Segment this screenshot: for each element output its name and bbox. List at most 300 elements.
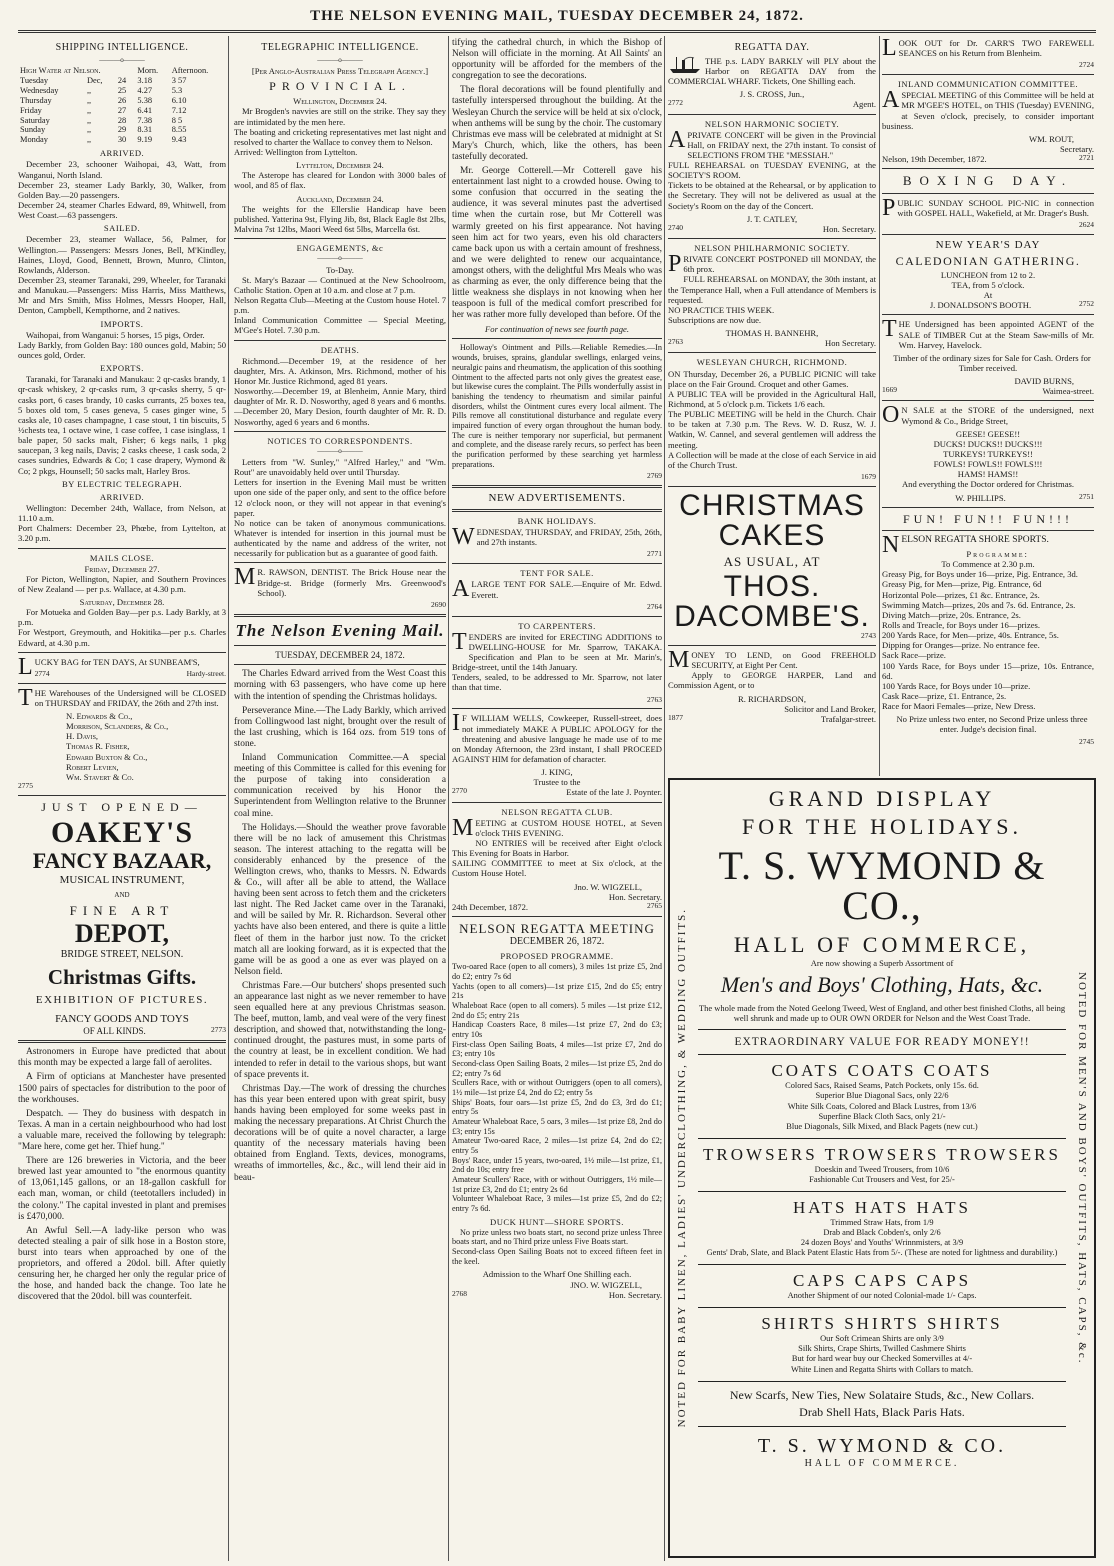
lyttelton-dateline: Lyttelton, December 24.	[296, 160, 384, 171]
ad-number: 1679	[861, 472, 876, 481]
ad-number: 2763	[647, 694, 662, 704]
regatta-day-heading: REGATTA DAY.	[734, 42, 810, 53]
philharmonic-text: PRIVATE CONCERT POSTPONED till MONDAY, the 6th prox. FULL REHEARSAL on MONDAY, the 30th instant, at the Temperance Hall, when a Full attendance of Members is requested. NO PRACTICE THIS WEEK. Subscriptions are now due.	[668, 251, 876, 326]
programme-heading: PROPOSED PROGRAMME.	[500, 951, 614, 962]
philharmonic-footer	[668, 338, 876, 348]
divider	[668, 486, 876, 487]
ad-number: 2745	[1079, 736, 1094, 746]
ad-number: 2775	[18, 781, 33, 791]
tide-cell: 30	[117, 135, 127, 145]
tide-cell: Tuesday	[20, 75, 49, 85]
bank-holidays-heading: BANK HOLIDAYS.	[517, 516, 597, 527]
electric-arrived-heading: ARRIVED.	[99, 491, 145, 502]
display-body	[698, 780, 1066, 1556]
telegraphic-heading: TELEGRAPHIC INTELLIGENCE.	[261, 42, 419, 53]
divider	[698, 1307, 1066, 1308]
right-vertical-band	[1072, 790, 1092, 1546]
ad-number: 2724	[1079, 60, 1094, 70]
divider	[882, 400, 1094, 401]
harmonic-heading: NELSON HARMONIC SOCIETY.	[704, 118, 840, 129]
signature: THOMAS H. BANNEHR,	[725, 328, 819, 339]
tide-cell: 26	[117, 95, 127, 105]
grand-display: GRAND DISPLAY	[768, 786, 996, 811]
telegraphic-agency: [Per Anglo-Australian Press Telegraph Agency.]	[251, 66, 429, 77]
and-text: AND	[114, 890, 130, 899]
money-footer	[668, 714, 876, 724]
showing-text: Are now showing a Superb Assortment of	[810, 958, 954, 968]
column-rule	[664, 36, 665, 1561]
tide-cell: Dec,	[86, 75, 103, 85]
breweries-para: There are 126 breweries in Victoria, and the beer brewed last year amounted to "the enormous quantity of 13,061,145 gallons, or an 18-gallon caskfull for each man, woman, or child (teetotallers included) in the colony." The capital invested in plant and premises is £470,000.	[18, 1156, 226, 1222]
wesleyan-heading: WESLEYAN CHURCH, RICHMOND.	[696, 357, 848, 368]
arrived-heading: ARRIVED.	[99, 148, 145, 159]
signature: Hon Secretary.	[825, 338, 876, 349]
column-2	[234, 38, 446, 1560]
left-vertical-text: NOTED FOR BABY LINEN, LADIES' UNDERCLOTHING, & WEDDING OUTFITS.	[676, 908, 688, 1428]
tide-cell: 8 5	[171, 115, 183, 125]
ad-number: 2769	[647, 471, 662, 481]
divider	[452, 802, 662, 803]
divider	[452, 485, 662, 488]
programme-label: Programme:	[966, 549, 1029, 559]
divider	[698, 1029, 1066, 1030]
signature: JNO. W. WIGZELL,	[570, 1279, 642, 1290]
sailed-heading: SAILED.	[103, 223, 141, 234]
wellington-dateline: Wellington, December 24.	[293, 96, 387, 107]
tide-cell: 9.19	[137, 135, 153, 145]
inland-footer	[882, 154, 1094, 164]
tide-cell: ,,	[86, 95, 92, 105]
poultry-line: FOWLS! FOWLS!! FOWLS!!!	[933, 459, 1043, 470]
regatta-day-text: THE p.s. LADY BARKLY will PLY about the Harbor on REGATTA DAY from the COMMERCIAL WHARF. Tickets, One Shilling each.	[668, 55, 876, 87]
harmonic-text: APRIVATE CONCERT will be given in the Provincial Hall, on FRIDAY next, the 27th instant. To consist of SELECTIONS FROM THE "MESSIAH." FULL REHEARSAL on TUESDAY EVENING, at the SOCIETY'S ROOM. Tickets to be obtained at the Rehearsal, or by application to the Secretary. They will not be delivered as usual at the Society's Room on the day of the Concert.	[668, 126, 876, 211]
tide-header	[18, 66, 226, 76]
signature: J. S. CROSS, Jun.,	[739, 89, 805, 100]
new-years-day: NEW YEAR'S DAY	[935, 238, 1041, 251]
admission-text: Admission to the Wharf One Shilling each.	[482, 1269, 632, 1280]
coats-list: Colored Sacs, Raised Seams, Patch Pockets, only 15s. 6d. Superior Blue Diagonal Sacs, only 22/6 White Silk Coats, Colored and Black Lustres, from 13/6 Superfine Black Cloth Sacs, only 21/- Blue Diagonals, Silk Mixed, and Black Pagets (new cut.)	[785, 1081, 979, 1131]
inland-text: ASPECIAL MEETING of this Committee will be held at MR M'GEE'S HOTEL, on THIS (Tuesday) EVENING, at Seven o'clock, precisely, to consider important business.	[882, 87, 1094, 131]
tide-row	[18, 76, 226, 86]
tide-row	[18, 135, 226, 145]
divider	[882, 507, 1094, 508]
carpenters-heading: TO CARPENTERS.	[518, 620, 596, 631]
tea: TEA, from 5 o'clock.	[951, 279, 1025, 290]
divider	[698, 1381, 1066, 1382]
duck-hunt-text: No prize unless two boats start, no second prize unless Three boats start, and no Third prize unless Five Boats start. Second-class Open Sailing Boats not to exceed fifteen feet in the keel.	[452, 1227, 662, 1266]
firm-name: N. Edwards & Co.,	[66, 711, 133, 722]
tide-cell: 6.41	[137, 105, 153, 115]
rawson-ad: MR. RAWSON, DENTIST. The Brick House near the Bridge-st. Bridge (formerly Mrs. Greenwood's School).	[234, 564, 446, 598]
signature: W. PHILLIPS.	[955, 492, 1006, 503]
notices-text: Letters from "W. Sunley," "Alfred Harley," and "Wm. Rout" are unavoidably held over until Thursday. Letters for insertion in the Evening Mail must be written upon one side of the paper only, and sent to the office before 12 o'clock noon, or they will not appear in that evening's paper. No notice can be taken of anonymous communications. Whatever is intended for insertion in this journal must be authenticated by the name and address of the writer, not necessarily for publication but as a guarantee of good faith.	[234, 457, 446, 559]
signature: Jno. W. WIGZELL,	[574, 881, 642, 892]
firm-name: Edward Buxton & Co.,	[66, 751, 148, 762]
divider	[452, 616, 662, 617]
divider	[668, 238, 876, 239]
divider	[698, 1426, 1066, 1427]
phillips-footer	[882, 493, 1094, 503]
christmas-cakes: CHRISTMAS CAKES	[679, 488, 865, 552]
wymond-display-ad	[668, 778, 1096, 1558]
imports-text: Waihopai, from Wanganui: 5 horses, 15 pigs, Order. Lady Barkly, from Golden Bay: 180 ounces gold, Mabin; 50 ounces gold, Order.	[18, 329, 226, 360]
divider	[234, 614, 446, 617]
tide-cell: ,,	[86, 85, 92, 95]
signature: Hon. Secretary.	[608, 891, 662, 902]
tide-cell: 5.3	[171, 85, 183, 95]
booth-name: J. DONALDSON'S BOOTH.	[929, 300, 1032, 311]
fancy-bazaar: FANCY BAZAAR,	[32, 848, 212, 874]
signature: Solicitor and Land Broker,	[784, 703, 876, 714]
just-opened: JUST OPENED—	[41, 799, 203, 814]
no-prize-text: No Prize unless two enter, no Second Prize unless three enter. Judge's decision final.	[896, 714, 1088, 735]
divider	[18, 683, 226, 684]
regatta-meeting-date: DECEMBER 26, 1872.	[509, 936, 605, 948]
tide-cell: 8.31	[137, 125, 153, 135]
divider	[698, 1138, 1066, 1139]
ad-number: 2772	[668, 98, 683, 108]
divider	[234, 664, 446, 665]
divider	[452, 338, 662, 339]
continued-para: tifying the cathedral church, in which the Bishop of Nelson will officiate in the morning. At All Saints' an opportunity will be afforded for the members of the congregation to see the decorations.	[452, 38, 662, 82]
ad-number: 2751	[1079, 491, 1094, 501]
date: Nelson, 19th December, 1872.	[882, 154, 987, 165]
trousers-heading: TROWSERS TROWSERS TROWSERS	[703, 1144, 1061, 1164]
new-ads-heading: NEW ADVERTISEMENTS.	[488, 492, 626, 505]
signature: J. KING,	[541, 767, 573, 778]
divider	[234, 431, 446, 432]
exhibition-pictures: EXHIBITION OF PICTURES.	[35, 993, 209, 1006]
tent-heading: TENT FOR SALE.	[520, 568, 594, 579]
tide-cell: 4.27	[137, 85, 153, 95]
drab-hats-line: Drab Shell Hats, Black Paris Hats.	[799, 1404, 965, 1419]
divider	[882, 74, 1094, 75]
ad-number: 2764	[647, 601, 662, 611]
ad-number: 1877	[668, 712, 683, 722]
holidays-para: The Holidays.—Should the weather prove favorable there will be no lack of amusement this Christmas season. The interest attaching to the regatta will be considerably enhanced by the presence of the Wellington crews, who, thanks to Messrs. N. Edwards & Co., will after all be able to attend, the Wallace having been sent across to fetch them and the cricketers last night. The Red Jacket came over in the Taranaki, and will be sailed by Mr. R. Richardson. Several other yachts have also been entered, and there is quite a little fleet of them in the harbor just now. To the cricket match all are looking forward, as it is expected that the game will be as good a one as ever was played on a Nelson field.	[234, 822, 446, 977]
ad-number: 1669	[882, 385, 897, 395]
masthead: THE NELSON EVENING MAIL, TUESDAY DECEMBER 24, 1872.	[310, 8, 804, 24]
notices-heading: NOTICES TO CORRESPONDENTS.	[267, 435, 413, 446]
regatta-day-ad	[668, 56, 876, 86]
wesleyan-text: ON Thursday, December 26, a PUBLIC PICNIC will take place on the Fair Ground. Croquet and other Games. A PUBLIC TEA will be provided in the Agricultural Hall, Richmond, at 5 o'clock p.m. Tickets 1/6 each. The PUBLIC MEETING will be held in the Church. Chair to be taken at 7.30 p.m. The Revs. W. D. Rusz, W. J. Watkin, W. Cannel, and several gentlemen will address the meeting. A Collection will be made at the close of each Service in aid of the Church Trust.	[668, 368, 876, 470]
tent-text: ALARGE TENT FOR SALE.—Enquire of Mr. Edwd. Everett.	[452, 576, 662, 603]
duck-hunt-heading: DUCK HUNT—SHORE SPORTS.	[490, 1216, 624, 1227]
divider	[234, 238, 446, 239]
signature: DAVID BURNS,	[1014, 376, 1074, 387]
picnic-ad: PUBLIC SUNDAY SCHOOL PIC-NIC in connection with GOSPEL HALL, Wakefield, at Mr. Drager's Bush.	[882, 194, 1094, 221]
as-usual: AS USUAL, AT	[723, 553, 821, 569]
christmas-day-para: Christmas Day.—The work of dressing the churches has this year been entered upon with great spirit, busy hands having been employed for some weeks past in making the necessary preparations. At Christ Church the decorations will be of quite a novel character, a large quantity of the necessary materials having been obtained from England. Texts, devices, monograms, wreaths of immortelles, &c., &c., will lend their aid in beau-	[234, 1083, 446, 1183]
shore-sports-heading: NELSON REGATTA SHORE SPORTS.	[882, 531, 1049, 558]
provincial-heading: PROVINCIAL.	[269, 79, 411, 94]
firm-name: H. Davis,	[66, 731, 99, 742]
hats-heading: HATS HATS HATS	[792, 1197, 972, 1217]
luncheon: LUNCHEON from 12 to 2.	[940, 269, 1036, 280]
awful-sell-para: An Awful Sell.—A lady-like person who was detected stealing a pair of silk hose in a Boston store, burst into tears when approached by one of the proprietors, and offered a 20dol. bill. After quietly censuring her, he charged her only the regular price of the hose, and handed back the change. Too late he discovered that the 20dol. bill was counterfeit.	[18, 1225, 226, 1303]
sports-list: Greasy Pig, for Boys under 16—prize, Pig. Entrance, 3d. Greasy Pig, for Men—prize, Pig. Entrance, 6d Horizontal Pole—prizes, £1 &c. Entrance, 2s. Swimming Match—prizes, 20s and 7s. 6d. Entrance, 2s. Diving Match—prize, 20s. Entrance, 2s. Rolls and Treacle, for Boys under 16—prizes. 200 Yards Race, for Men—prize, 40s. Entrance, 5s. Dipping for Oranges—prize. No entrance fee. Sack Race—prize. 100 Yards Race, for Boys under 15—prize, 10s. Entrance, 6d. 100 Yards Race, for Boys under 10—prize. Cask Race—prize, £1. Entrance, 2s. Race for Maori Females—prize, New Dress.	[882, 569, 1094, 712]
ad-number: 2763	[668, 337, 683, 347]
ad-number: 2770	[452, 786, 467, 796]
shirts-list: Our Soft Crimean Shirts are only 3/9 Silk Shirts, Crape Shirts, Twilled Cashmere Shirts But for hard wear buy our Checked Somervilles at 4/- White Linen and Regatta Shirts with Collars to match.	[790, 1334, 974, 1374]
holloway-ad: Holloway's Ointment and Pills.—Reliable Remedies.—In wounds, bruises, sprains, glandular swellings, enlarged veins, neuralgic pains and rheumatism, the application of this soothing Ointment to the affected parts not only gives the greatest ease, but likewise cures the complaint. The Pills wonderfully assist in banishing the tendency to rheumatism and similar painful disorders, whilst the Ointment cures every local ailment. The Pills remove all constitutional disturbance and regulate every impaired function of every organ throughout the human body. The cure is neither temporary nor superficial, but permanent and complete, and the disease rarely recurs, so perfect has been the purification performed by these searching yet harmless preparations.	[452, 343, 662, 469]
divider	[18, 548, 226, 549]
extraordinary-value: EXTRAORDINARY VALUE FOR READY MONEY!!	[734, 1036, 1030, 1049]
tide-cell: 3.18	[137, 75, 153, 85]
bridge-street: BRIDGE STREET, NELSON.	[60, 949, 184, 961]
divider: ———o———	[317, 55, 363, 64]
wellington-text: Mr Brogden's navvies are still on the strike. They say they are intimidated by the men here. The boating and cricketing representatives met last night and resolved to charter the Wallace to convey them to Nelson. Arrived: Wellington from Lyttelton.	[234, 106, 446, 158]
divider	[698, 1054, 1066, 1055]
caps-heading: CAPS CAPS CAPS	[792, 1271, 972, 1291]
for-the-holidays: FOR THE HOLIDAYS.	[741, 814, 1023, 839]
whole-made-text: The whole made from the Noted Geelong Tweed, West of England, and other best finished Cloths, all being well shrunk and made up to OUR OWN ORDER for Nelson and the West Coast Trade.	[698, 1003, 1066, 1024]
lucky-bag-footer	[35, 670, 226, 679]
divider	[882, 530, 1094, 531]
signature: Hon. Secretary.	[608, 1289, 662, 1300]
ad-number: 2690	[431, 599, 446, 609]
inland-para: Inland Communication Committee.—A special meeting of this Committee is called for this evening for the purpose of taking into consideration a communication received by his Honor the Superintendent from Wellington relative to the Brunner coal mine.	[234, 753, 446, 819]
nameplate: The Nelson Evening Mail.	[235, 620, 445, 640]
wells-notice: IF WILLIAM WELLS, Cowkeeper, Russell-street, does not immediately MAKE A PUBLIC APOLOGY for the threatening and abusive language he made use of to me on Monday Afternoon, the 23rd instant, I shall PROCEED AGAINST HIM for defamation of character.	[452, 710, 662, 764]
divider: ———o———	[99, 55, 145, 64]
caps-text: Another Shipment of our noted Colonial-made 1/- Caps.	[787, 1291, 977, 1301]
divider	[234, 645, 446, 646]
tide-cell: 28	[117, 115, 127, 125]
electric-text: Wellington: December 24th, Wallace, from Nelson, at 11.10 a.m. Port Chalmers: December 23, Phœbe, from Lyttelton, at 3.20 p.m.	[18, 502, 226, 544]
auckland-text: The weights for the Ellerslie Handicap have been published. Yatterina 9st, Flying Jib, 8st, Black Eagle 8st 2lbs, Malvina 7st 12lbs, Maori Weed 6st 5lbs, Marcella 6st.	[234, 203, 446, 235]
fancy-goods: FANCY GOODS AND TOYS	[55, 1012, 189, 1025]
signature: Hon. Secretary.	[822, 223, 876, 234]
arrived-text: December 23, schooner Waihopai, 43, Watt, from Wanganui, North Island. December 23, steamer Lady Barkly, 30, Walker, from Golden Bay.—20 passengers. December 24, steamer Charles Edward, 89, Whitwell, from West Coast.—63 passengers.	[18, 159, 226, 221]
astronomers-para: Astronomers in Europe have predicted that about this month may be expected a large fall of aerolites.	[18, 1047, 226, 1069]
scarfs-line: New Scarfs, New Ties, New Solataire Studs, &c., New Collars.	[729, 1387, 1035, 1402]
bank-holidays-text: WEDNESDAY, THURSDAY, and FRIDAY, 25th, 26th, and 27th instants.	[452, 524, 662, 551]
shirts-heading: SHIRTS SHIRTS SHIRTS	[761, 1314, 1003, 1334]
despatch-para: Despatch. — They do business with despatch in Texas. A man in a certain neighbourhood who had lost a valuable mare, received the following by telegraph: "Mare here, come get her. Thief hung."	[18, 1108, 226, 1153]
divider	[18, 652, 226, 653]
divider	[882, 193, 1094, 194]
tide-cell: Friday	[20, 105, 42, 115]
wymond-name: T. S. WYMOND & CO.,	[718, 843, 1046, 928]
divider	[882, 314, 1094, 315]
tide-row	[18, 96, 226, 106]
oakey-title: OAKEY'S	[50, 816, 194, 850]
deaths-heading: DEATHS.	[320, 344, 360, 355]
sailed-text: December 23, steamer Wallace, 56, Palmer, for Wellington.— Passengers: Messrs Jones, Bell, M'Kindley, Haines, Lloyd, Good, Bennett, Brown, Munro, Clinton, Rowlands, Alderson. December 23, steamer Taranaki, 299, Wheeler, for Taranaki and Manukau.—Passengers: Miss Harris, Miss Matthews, Mr and Mrs Smith, Miss Holmes, Messrs Hooper, Hall, Denton, Campbell, Kempthorne, and 2 natives.	[18, 234, 226, 316]
tide-cell: ,,	[86, 115, 92, 125]
tide-header-cell: Afternoon.	[171, 66, 209, 76]
ad-number: 2773	[211, 1024, 226, 1034]
tide-cell: Sunday	[20, 125, 46, 135]
ad-address: Hardy-street.	[186, 668, 226, 678]
everything-text: And everything the Doctor ordered for Christmas.	[901, 479, 1075, 490]
signature: Trustee to the	[533, 777, 581, 788]
tide-cell: ,,	[86, 105, 92, 115]
divider	[698, 1264, 1066, 1265]
tide-cell: 7.38	[137, 115, 153, 125]
divider	[882, 168, 1094, 169]
engagements-text: St. Mary's Bazaar — Continued at the New Schoolroom, Catholic Station. Open at 10 a.m. and close at 7 p.m. Nelson Regatta Club—Meeting at the Custom house Hotel. 7 p.m. Inland Communication Committee — Special Meeting, M'Gee's Hotel. 7.30 p.m.	[234, 274, 446, 336]
wells-footer	[452, 787, 662, 797]
divider	[452, 509, 662, 512]
column-rule	[448, 36, 449, 1561]
ad-number: 2752	[1079, 299, 1094, 309]
all-kinds: OF ALL KINDS.	[83, 1025, 146, 1036]
tide-row	[18, 116, 226, 126]
commence-text: To Commence at 2.30 p.m.	[941, 559, 1035, 570]
tide-cell: 25	[117, 85, 127, 95]
tide-cell: 5.38	[137, 95, 153, 105]
money-to-lend: MONEY TO LEND, on Good FREEHOLD SECURITY, at Eight Per Cent. Apply to GEORGE HARPER, Land and Commission Agent, or to	[668, 647, 876, 691]
timber-text: Timber of the ordinary sizes for Sale for Cash. Orders for Timber received.	[893, 352, 1091, 373]
tide-cell: 27	[117, 105, 127, 115]
cotterell-para: Mr. George Cotterell.—Mr Cotterell gave his entertainment last night to a crowded house. Owing to some confusion that occurred in the seating the audience, it was several minutes past the advertised time when the curtain rose, but Mr Cotterell was warmly greeted on his first appearance. Not having seen him act for two years, even his old characters came back upon us with a certain amount of freshness, and we were delighted to renew our acquaintance, amongst others, with the delightful Mrs Meals who was as charming as ever, the only difference being that the little weakness she displays in not knowing when her teaspoon is full of the medical comfort prescribed for her was rather more fully developed than before. Of the	[452, 166, 662, 321]
hats-list: Trimmed Straw Hats, from 1/9 Drab and Black Cobden's, only 2/6 24 dozen Boys' and Youths' Wrinnmisters, at 3/9 Gents' Drab, Slate, and Black Patent Elastic Hats from 5/-. (These are noted for lightness and durability.)	[706, 1217, 1058, 1258]
footer-name: T. S. WYMOND & CO.	[757, 1434, 1007, 1457]
timber-agent-ad: THE Undersigned has been appointed AGENT of the SALE of TIMBER Cut at the Steam Saw-mills of Mr. Wm. Harvey, Havelock.	[882, 316, 1094, 350]
tide-cell: 8.55	[171, 125, 187, 135]
at-text: At	[983, 290, 993, 301]
divider	[668, 352, 876, 353]
masthead-rule	[18, 30, 1096, 33]
tide-cell: Monday	[20, 135, 48, 145]
ad-number: 2771	[647, 549, 662, 559]
regatta-club-footer	[452, 902, 662, 912]
tide-row	[18, 125, 226, 135]
tide-row	[18, 86, 226, 96]
signature: Agent.	[852, 99, 876, 110]
opticians-para: A Firm of opticians at Manchester have presented 1500 pairs of spectacles for distribution to the poor of the workhouses.	[18, 1072, 226, 1105]
firm-name: Robert Levien,	[66, 761, 119, 772]
coats-heading: COATS COATS COATS	[771, 1061, 993, 1081]
divider	[452, 708, 662, 709]
harmonic-footer	[668, 224, 876, 234]
divider: ———o———	[317, 446, 363, 455]
depot-title: DEPOT,	[74, 918, 170, 948]
ad-number: 2774	[34, 668, 50, 678]
engagements-heading: ENGAGEMENTS, &c	[296, 243, 384, 254]
philharmonic-heading: NELSON PHILHARMONIC SOCIETY.	[694, 243, 850, 254]
column-4	[668, 38, 876, 870]
exports-text: Taranaki, for Taranaki and Manukau: 2 qr-casks brandy, 1 qr-cask whiskey, 2 qr-casks rum, 3 qr-casks sherry, 5 qr-casks port, 6 cases brandy, 10 casks currants, 25 boxes tea, 5 boxes old tom, 5 cases geneva, 5 cases ginger wine, 5 casks ale, 10 cases champagne, 1 case stout, 1 tin biscuits, 5 ½chests tea, 1 octave wine, 1 case coffee, 1 case isinglass, 1 bale paper, 50 sacks malt, Fisher; 6 kegs nails, 1 pkg saucepan, 3 keg nails, Davis; 2 casks cheese, 1 cask soda, 2 cases sundries, Edwards & Co; 1 case drapery, Wymond & Co; 2 pkgs, Hounsell; 50 sacks malt, Harley Bros.	[18, 374, 226, 476]
divider	[452, 916, 662, 917]
signature: Secretary.	[1059, 143, 1094, 154]
firm-name: Wm. Stavert & Co.	[66, 771, 134, 782]
tide-cell: 29	[117, 125, 127, 135]
footer-hall: HALL OF COMMERCE.	[804, 1457, 960, 1469]
regatta-club-heading: NELSON REGATTA CLUB.	[501, 806, 613, 817]
electric-heading: BY ELECTRIC TELEGRAPH.	[61, 478, 183, 489]
regatta-day-footer	[668, 99, 876, 109]
date: 24th December, 1872.	[452, 901, 529, 912]
firm-list	[18, 711, 226, 782]
firm-name: Thomas R. Fisher,	[66, 741, 130, 752]
signature: Estate of the late J. Poynter.	[566, 787, 662, 798]
firm-name: Morrison, Sclanders, & Co.,	[66, 721, 169, 732]
ad-number: 2721	[1079, 153, 1094, 163]
tide-cell: 7.12	[171, 105, 187, 115]
fine-art: FINE ART	[69, 903, 175, 919]
signature: Trafalgar-street.	[820, 713, 876, 724]
ad-number: 2740	[668, 222, 683, 232]
perseverance-para: Perseverance Mine.—The Lady Barkly, which arrived from Collingwood last night, brought over the result of the last crushing, which is 164 ozs. from 519 tons of stone.	[234, 705, 446, 749]
charles-edward-para: The Charles Edward arrived from the West Coast this morning with 63 passengers, who have come up here with the intention of spending the Christmas holidays.	[234, 669, 446, 702]
hall-of-commerce: HALL OF COMMERCE,	[733, 932, 1031, 957]
mails-text-1: For Picton, Wellington, Napier, and Southern Provinces of New Zealand — per p.s. Wallace, at 4.30 p.m.	[18, 573, 226, 594]
divider	[18, 1040, 226, 1043]
mails-text-2: For Motueka and Golden Bay—per p.s. Lady Barkly, at 3 p.m. For Westport, Greymouth, and Hokitika—per p.s. Charles Edward, at 4.30 p.m.	[18, 607, 226, 648]
divider	[234, 562, 446, 563]
divider	[698, 1191, 1066, 1192]
divider	[668, 645, 876, 646]
divider	[452, 563, 662, 564]
tide-cell: 24	[117, 75, 127, 85]
signature: J. T. CATLEY,	[746, 213, 798, 224]
divider: ———o———	[317, 254, 363, 263]
tide-cell: 6.10	[171, 95, 187, 105]
tide-cell: ,,	[86, 125, 92, 135]
column-rule	[228, 36, 229, 1561]
dateline: TUESDAY, DECEMBER 24, 1872.	[275, 649, 405, 660]
tide-header-cell: Morn.	[137, 66, 159, 76]
column-5	[882, 38, 1094, 834]
poultry-line: TURKEYS! TURKEYS!!	[943, 448, 1033, 459]
agent-footer	[882, 386, 1094, 396]
deaths-text: Richmond.—December 19, at the residence of her daughter, Mrs. A. Atkinson, Mrs. Richmond, mother of his Honor Mr. Justice Richmond, aged 81 years. Nosworthy.—December 19, at Blenheim, Annie Mary, third daughter of Mr. R. D. Nosworthy, aged 8 years and 6 months.—December 20, Mary Desion, fourth daughter of Mr. R. D. Nosworthy, aged 6 years and 6 months.	[234, 355, 446, 427]
mails-friday: Friday, December 27.	[84, 563, 160, 574]
today-label: To-Day.	[326, 264, 354, 275]
duck-footer	[452, 1290, 662, 1300]
carr-ad: LOOK OUT for Dr. CARR'S TWO FAREWELL SEANCES on his Return from Blenheim.	[882, 38, 1094, 61]
lyttelton-text: The Asterope has cleared for London with 3000 bales of wool, and 85 of flax.	[234, 170, 446, 191]
auckland-dateline: Auckland, December 24.	[296, 193, 384, 204]
poultry-line: HAMS! HAMS!!	[957, 469, 1019, 480]
lucky-bag-ad: LUCKY BAG for TEN DAYS, At SUNBEAM'S,	[18, 653, 200, 680]
column-1	[18, 38, 226, 1560]
divider	[234, 340, 446, 341]
mails-heading: MAILS CLOSE.	[89, 552, 155, 563]
continuation-note: For continuation of news see fourth page.	[485, 324, 629, 335]
steamship-icon	[668, 56, 702, 74]
tide-row	[18, 106, 226, 116]
oakey-footer	[18, 1026, 226, 1037]
divider	[668, 114, 876, 115]
boxing-day: BOXING DAY.	[902, 173, 1074, 189]
mails-saturday: Saturday, December 28.	[79, 597, 165, 608]
column-3	[452, 38, 662, 1560]
tide-table	[18, 66, 226, 145]
signature: Waimea-street.	[1042, 386, 1094, 397]
poultry-line: DUCKS! DUCKS!! DUCKS!!!	[933, 438, 1043, 449]
tide-cell: Saturday	[20, 115, 50, 125]
imports-heading: IMPORTS.	[100, 318, 144, 329]
regatta-meeting-heading: NELSON REGATTA MEETING	[459, 920, 655, 936]
divider	[882, 234, 1094, 235]
tide-cell: ,,	[86, 135, 92, 145]
signature: WM. ROUT,	[1029, 133, 1074, 144]
poultry-line: GEESE! GEESE!!	[955, 428, 1021, 439]
store-ad: ON SALE at the STORE of the undersigned, next Wymond & Co., Bridge Street,	[882, 402, 1094, 429]
dacombe-name: THOS. DACOMBE'S.	[674, 570, 870, 634]
divider	[18, 795, 226, 796]
ad-number: 2768	[452, 1288, 467, 1298]
tide-cell: 3 57	[171, 75, 187, 85]
carpenters-text: TENDERS are invited for ERECTING ADDITIONS to DWELLING-HOUSE for Mr. Sparrow, TAKAKA. Specification and Plan to be seen at Mr. Marin's, Bridge-street, until the 14th January. Tenders, sealed, to be addressed to Mr. Sparrow, not later than that time.	[452, 628, 662, 693]
fun-heading: FUN! FUN!! FUN!!!	[903, 511, 1073, 526]
tide-cell: 9.43	[171, 135, 187, 145]
christmas-gifts: Christmas Gifts.	[47, 964, 197, 989]
